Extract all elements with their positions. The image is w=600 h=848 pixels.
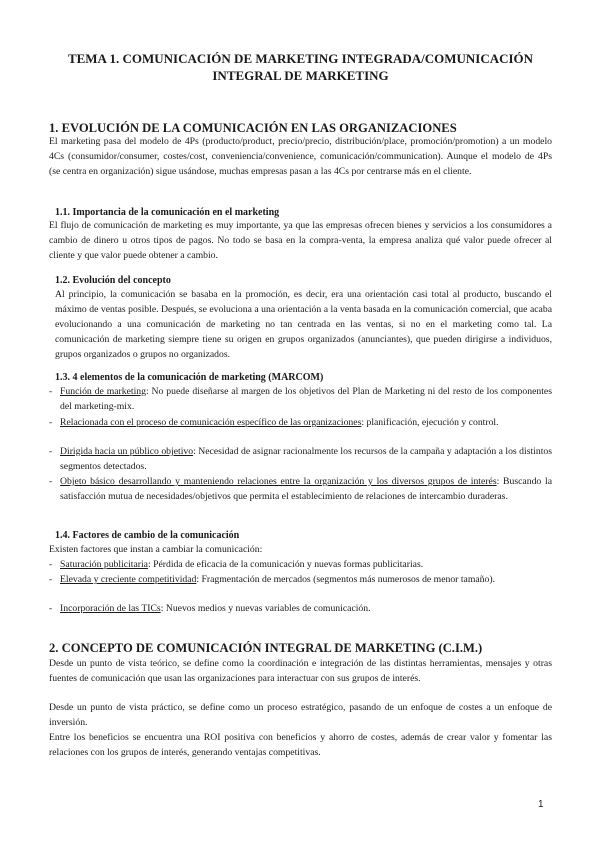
document-title [49, 50, 552, 84]
page-number: 1 [538, 799, 544, 810]
section-1-1-heading: 1.1. Importancia de la comunicación en el marketing [55, 207, 280, 218]
list-item: - Incorporación de las TICs: Nuevos medios y nuevas variables de comunicación. [49, 603, 371, 614]
list-item-label: Elevada y creciente competitividad [60, 574, 197, 585]
section-1-2-text: Al principio, la comunicación se basaba en la promoción, es decir, era una orientación casi total al producto, buscando el máximo de ventas posible. Después, se evoluciona a una orientación a la venta basada en la comunicación comercial, que acaba evolucionando a una comunicación de marketing no tan centrada en las ventas, si no en el marketing como tal. La comunicación de marketing siempre tiene su origen en grupos organizados (anunciantes), que pueden dirigirse a individuos, grupos organizados o grupos no organizados. [55, 289, 552, 360]
title-line-1: TEMA 1. COMUNICACIÓN DE MARKETING INTEGRADA/COMUNICACIÓN [67, 51, 534, 66]
list-item-label: Dirigida hacia un público objetivo [60, 446, 194, 457]
list-item-label: Objeto básico desarrollando y manteniendo relaciones entre la organización y los diversos grupos de interés [60, 476, 497, 487]
section-1-intro: El marketing pasa del modelo de 4Ps (producto/product, precio/precio, distribución/place, promoción/promotion) a un modelo 4Cs (consumidor/consumer, costes/cost, conveniencia/convenience, comunicación/communication). Aunque el modelo de 4Ps (se centra en organización) sigue usándose, muchas empresas pasan a las 4Cs por centrarse más en el cliente. [49, 136, 552, 177]
list-item: - Función de marketing: No puede diseñarse al margen de los objetivos del Plan de Marketing ni del resto de los componentes del marketing-mix. [49, 386, 552, 412]
list-item-text: : Buscando la satisfacción mutua de necesidades/objetivos que permita el establecimiento de relaciones de intercambio duraderas. [60, 476, 553, 502]
list-item-text: : Fragmentación de mercados (segmentos más numerosos de menor tamaño). [196, 574, 495, 585]
section-2-paragraph: Desde un punto de vista práctico, se define como un proceso estratégico, pasando de un enfoque de costes a un enfoque de inversión. [49, 702, 552, 728]
list-item: - Relacionada con el proceso de comunicación específico de las organizaciones: planificación, ejecución y control. [49, 417, 499, 428]
list-item-text: : Necesidad de asignar racionalmente los recursos de la campaña y adaptación a los distintos segmentos detectados. [60, 446, 552, 472]
section-1-3-heading: 1.3. 4 elementos de la comunicación de marketing (MARCOM) [55, 372, 324, 383]
list-item-label: Saturación publicitaria [60, 559, 148, 570]
section-1-2-heading: 1.2. Evolución del concepto [55, 275, 171, 286]
list-item: - Elevada y creciente competitividad: Fragmentación de mercados (segmentos más numerosos de menor tamaño). [49, 574, 495, 585]
list-item-text: : Pérdida de eficacia de la comunicación y nuevas formas publicitarias. [147, 559, 424, 570]
section-1-1-text: El flujo de comunicación de marketing es muy importante, ya que las empresas ofrecen bienes y servicios a los consumidores a cambio de dinero u otros tipos de pagos. No todo se basa en la compra-venta, la empresa analiza qué valor puede ofrecer al cliente y que valor puede obtener a cambio. [49, 220, 552, 261]
title-line-2: INTEGRAL DE MARKETING [212, 68, 389, 83]
list-item: - Dirigida hacia un público objetivo: Necesidad de asignar racionalmente los recursos de la campaña y adaptación a los distintos segmentos detectados. [49, 446, 552, 472]
list-item-text: : Nuevos medios y nuevas variables de comunicación. [160, 603, 371, 614]
section-2-heading: 2. CONCEPTO DE COMUNICACIÓN INTEGRAL DE MARKETING (C.I.M.) [49, 641, 483, 655]
list-item-label: Incorporación de las TICs [60, 603, 161, 614]
section-2-paragraph: Desde un punto de vista teórico, se define como la coordinación e integración de las distintas herramientas, mensajes y otras fuentes de comunicación que usan las organizaciones para interactuar con sus grupos de interés. [49, 658, 552, 684]
section-2-paragraph: Entre los beneficios se encuentra una ROI positiva con beneficios y ahorro de costes, además de crear valor y fomentar las relaciones con los grupos de interés, generando ventajas competitivas. [49, 732, 552, 758]
list-item-text: : planificación, ejecución y control. [361, 417, 499, 428]
list-item: - Saturación publicitaria: Pérdida de eficacia de la comunicación y nuevas formas publicitarias. [49, 559, 424, 570]
section-1-4-intro: Existen factores que instan a cambiar la comunicación: [49, 544, 263, 555]
section-1-4-heading: 1.4. Factores de cambio de la comunicación [55, 530, 240, 541]
list-item-text: : No puede diseñarse al margen de los objetivos del Plan de Marketing ni del resto de los componentes del marketing-mix. [60, 386, 552, 412]
list-item-label: Relacionada con el proceso de comunicación específico de las organizaciones [60, 417, 362, 428]
section-1-heading: 1. EVOLUCIÓN DE LA COMUNICACIÓN EN LAS ORGANIZACIONES [49, 121, 457, 135]
list-item: - Objeto básico desarrollando y manteniendo relaciones entre la organización y los diversos grupos de interés: Buscando la satisfacción mutua de necesidades/objetivos que permita el establecimiento de relaciones de intercambio duraderas. [49, 476, 553, 502]
list-item-label: Función de marketing [60, 386, 146, 397]
